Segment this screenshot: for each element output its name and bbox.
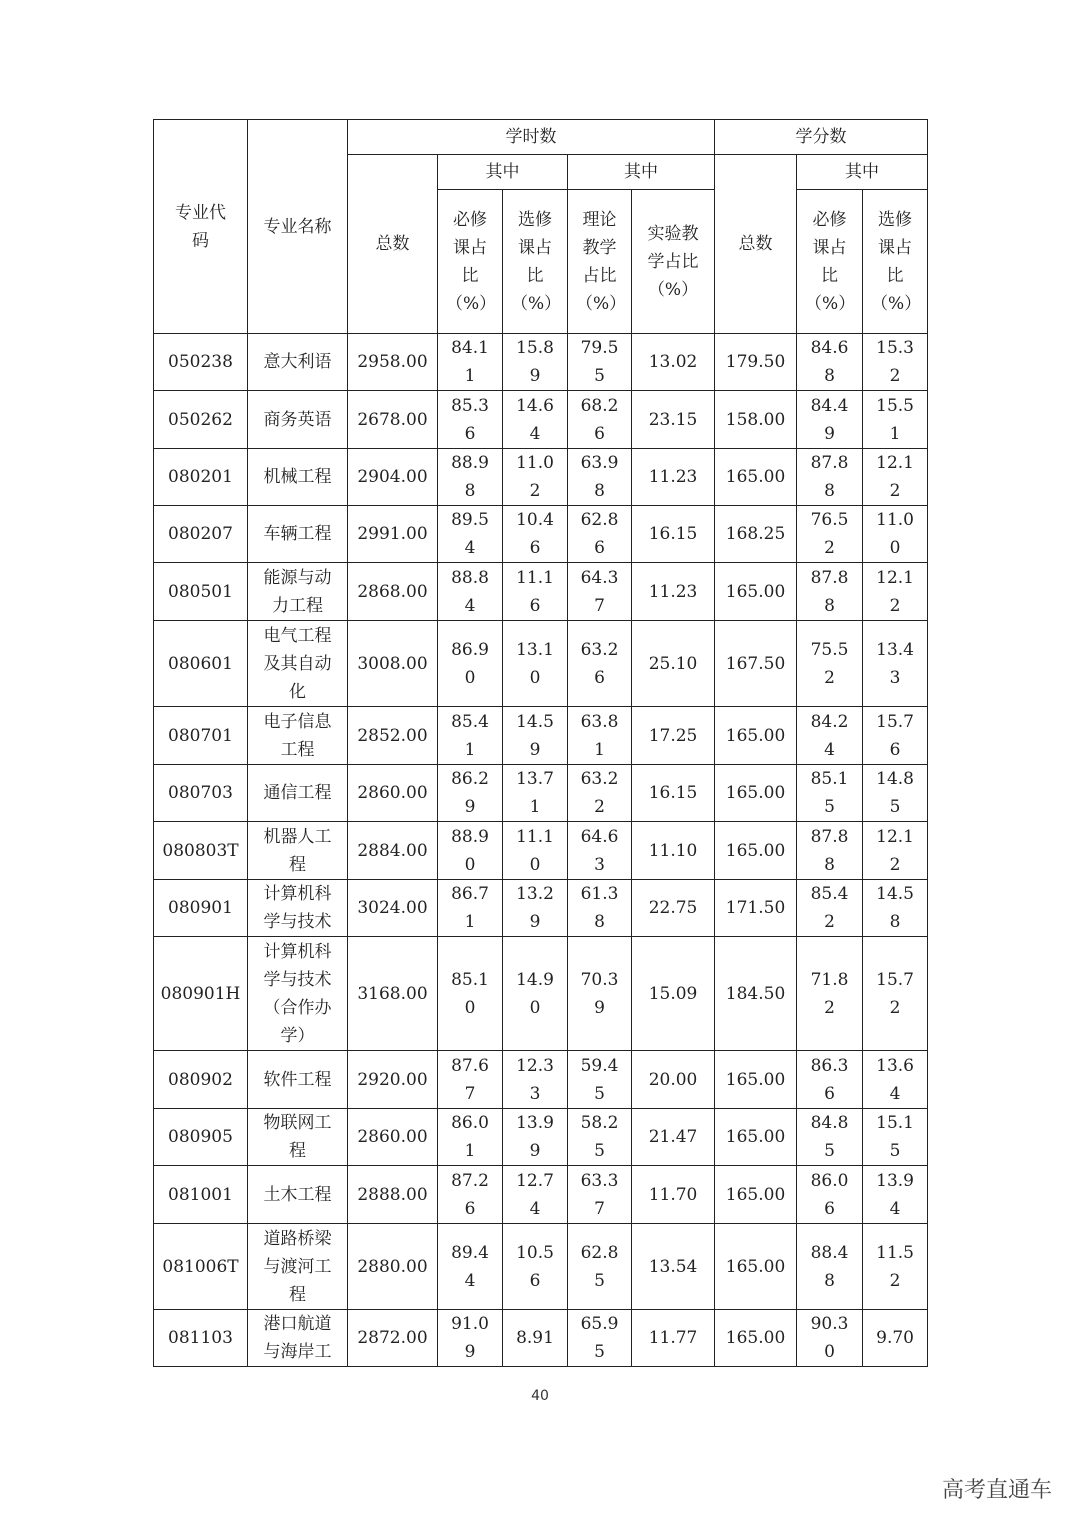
cell-name: 车辆工程 <box>248 506 348 563</box>
cell-name: 机器人工程 <box>248 822 348 880</box>
cell-theory-pct: 61.38 <box>568 880 632 937</box>
cell-name: 物联网工程 <box>248 1109 348 1166</box>
cell-theory-pct: 79.55 <box>568 334 632 391</box>
cell-required-pct: 85.10 <box>438 937 503 1051</box>
cell-name: 港口航道与海岸工 <box>248 1310 348 1367</box>
cell-credits-required-pct: 88.48 <box>797 1224 863 1310</box>
table-row <box>154 621 928 707</box>
cell-credits-elective-pct: 12.12 <box>863 563 928 621</box>
cell-elective-pct: 10.56 <box>503 1224 568 1310</box>
cell-code: 080901H <box>154 937 248 1051</box>
cell-credits-total: 171.50 <box>715 880 797 937</box>
cell-credits-required-pct: 85.15 <box>797 765 863 822</box>
cell-code: 080901 <box>154 880 248 937</box>
cell-credits-total: 165.00 <box>715 1166 797 1224</box>
cell-hours-total: 2880.00 <box>348 1224 438 1310</box>
cell-code: 050238 <box>154 334 248 391</box>
cell-credits-total: 165.00 <box>715 563 797 621</box>
cell-lab-pct: 23.15 <box>632 391 715 449</box>
cell-credits-total: 165.00 <box>715 822 797 880</box>
cell-theory-pct: 64.63 <box>568 822 632 880</box>
cell-hours-total: 3008.00 <box>348 621 438 707</box>
cell-hours-total: 2884.00 <box>348 822 438 880</box>
cell-theory-pct: 68.26 <box>568 391 632 449</box>
cell-name: 能源与动力工程 <box>248 563 348 621</box>
cell-hours-total: 2872.00 <box>348 1310 438 1367</box>
watermark: 高考直通车 <box>941 1478 1052 1503</box>
cell-lab-pct: 11.70 <box>632 1166 715 1224</box>
cell-credits-required-pct: 85.42 <box>797 880 863 937</box>
table-row <box>154 334 928 391</box>
cell-elective-pct: 15.89 <box>503 334 568 391</box>
cell-required-pct: 87.67 <box>438 1051 503 1109</box>
cell-hours-total: 2958.00 <box>348 334 438 391</box>
cell-credits-elective-pct: 14.58 <box>863 880 928 937</box>
cell-required-pct: 89.44 <box>438 1224 503 1310</box>
cell-hours-total: 2860.00 <box>348 765 438 822</box>
table-body <box>154 334 928 1367</box>
cell-hours-total: 3168.00 <box>348 937 438 1051</box>
cell-credits-total: 165.00 <box>715 765 797 822</box>
cell-name: 电子信息工程 <box>248 707 348 765</box>
cell-theory-pct: 63.37 <box>568 1166 632 1224</box>
cell-name: 软件工程 <box>248 1051 348 1109</box>
cell-credits-required-pct: 84.24 <box>797 707 863 765</box>
header-hours-group: 学时数 <box>348 120 715 155</box>
table-row <box>154 937 928 1051</box>
cell-elective-pct: 11.02 <box>503 449 568 506</box>
cell-lab-pct: 21.47 <box>632 1109 715 1166</box>
cell-credits-required-pct: 87.88 <box>797 822 863 880</box>
cell-code: 081001 <box>154 1166 248 1224</box>
cell-lab-pct: 22.75 <box>632 880 715 937</box>
cell-credits-required-pct: 71.82 <box>797 937 863 1051</box>
cell-theory-pct: 63.81 <box>568 707 632 765</box>
cell-credits-elective-pct: 15.15 <box>863 1109 928 1166</box>
table-row <box>154 506 928 563</box>
table-row <box>154 822 928 880</box>
cell-hours-total: 2852.00 <box>348 707 438 765</box>
cell-credits-total: 165.00 <box>715 1224 797 1310</box>
cell-credits-required-pct: 75.52 <box>797 621 863 707</box>
cell-hours-total: 2904.00 <box>348 449 438 506</box>
cell-credits-total: 184.50 <box>715 937 797 1051</box>
cell-credits-total: 165.00 <box>715 707 797 765</box>
header-credits-group: 学分数 <box>715 120 928 155</box>
cell-required-pct: 88.98 <box>438 449 503 506</box>
cell-required-pct: 86.90 <box>438 621 503 707</box>
cell-credits-elective-pct: 9.70 <box>863 1310 928 1367</box>
cell-credits-total: 179.50 <box>715 334 797 391</box>
cell-code: 080207 <box>154 506 248 563</box>
cell-elective-pct: 13.71 <box>503 765 568 822</box>
cell-elective-pct: 13.29 <box>503 880 568 937</box>
cell-theory-pct: 64.37 <box>568 563 632 621</box>
cell-required-pct: 85.36 <box>438 391 503 449</box>
cell-required-pct: 87.26 <box>438 1166 503 1224</box>
cell-lab-pct: 13.54 <box>632 1224 715 1310</box>
cell-theory-pct: 58.25 <box>568 1109 632 1166</box>
cell-name: 商务英语 <box>248 391 348 449</box>
cell-credits-elective-pct: 12.12 <box>863 449 928 506</box>
table-row <box>154 880 928 937</box>
cell-credits-required-pct: 86.36 <box>797 1051 863 1109</box>
cell-lab-pct: 11.23 <box>632 449 715 506</box>
cell-credits-total: 165.00 <box>715 1310 797 1367</box>
table-row <box>154 563 928 621</box>
cell-credits-elective-pct: 15.72 <box>863 937 928 1051</box>
cell-elective-pct: 14.59 <box>503 707 568 765</box>
cell-required-pct: 86.01 <box>438 1109 503 1166</box>
table-row <box>154 391 928 449</box>
cell-required-pct: 88.84 <box>438 563 503 621</box>
cell-code: 081006T <box>154 1224 248 1310</box>
cell-credits-required-pct: 87.88 <box>797 449 863 506</box>
cell-name: 计算机科学与技术 <box>248 880 348 937</box>
cell-name: 通信工程 <box>248 765 348 822</box>
header-lab: 实验教学占比（%） <box>632 190 715 334</box>
table-row <box>154 1109 928 1166</box>
cell-hours-total: 3024.00 <box>348 880 438 937</box>
cell-theory-pct: 63.98 <box>568 449 632 506</box>
cell-credits-total: 165.00 <box>715 1051 797 1109</box>
header-credits-required: 必修课占比（%） <box>797 190 863 334</box>
header-elective: 选修课占比（%） <box>503 190 568 334</box>
cell-hours-total: 2991.00 <box>348 506 438 563</box>
cell-elective-pct: 11.16 <box>503 563 568 621</box>
cell-credits-elective-pct: 13.43 <box>863 621 928 707</box>
cell-credits-required-pct: 84.68 <box>797 334 863 391</box>
cell-elective-pct: 11.10 <box>503 822 568 880</box>
cell-hours-total: 2678.00 <box>348 391 438 449</box>
cell-credits-elective-pct: 12.12 <box>863 822 928 880</box>
cell-credits-elective-pct: 15.51 <box>863 391 928 449</box>
cell-elective-pct: 14.64 <box>503 391 568 449</box>
cell-lab-pct: 16.15 <box>632 506 715 563</box>
header-hours-of-which-2: 其中 <box>568 155 715 190</box>
cell-credits-required-pct: 87.88 <box>797 563 863 621</box>
cell-code: 080803T <box>154 822 248 880</box>
cell-theory-pct: 65.95 <box>568 1310 632 1367</box>
cell-credits-elective-pct: 14.85 <box>863 765 928 822</box>
cell-code: 080601 <box>154 621 248 707</box>
cell-hours-total: 2888.00 <box>348 1166 438 1224</box>
cell-required-pct: 86.29 <box>438 765 503 822</box>
table-row <box>154 1166 928 1224</box>
cell-credits-elective-pct: 11.52 <box>863 1224 928 1310</box>
cell-credits-required-pct: 76.52 <box>797 506 863 563</box>
cell-credits-required-pct: 84.49 <box>797 391 863 449</box>
cell-theory-pct: 63.26 <box>568 621 632 707</box>
cell-credits-total: 165.00 <box>715 449 797 506</box>
cell-credits-total: 168.25 <box>715 506 797 563</box>
cell-code: 080201 <box>154 449 248 506</box>
cell-lab-pct: 11.23 <box>632 563 715 621</box>
cell-credits-total: 165.00 <box>715 1109 797 1166</box>
cell-name: 机械工程 <box>248 449 348 506</box>
cell-credits-elective-pct: 13.64 <box>863 1051 928 1109</box>
cell-credits-elective-pct: 15.76 <box>863 707 928 765</box>
cell-code: 050262 <box>154 391 248 449</box>
header-hours-total: 总数 <box>348 155 438 334</box>
cell-name: 计算机科学与技术（合作办学） <box>248 937 348 1051</box>
cell-credits-total: 167.50 <box>715 621 797 707</box>
table-row <box>154 1310 928 1367</box>
cell-lab-pct: 25.10 <box>632 621 715 707</box>
table-row <box>154 707 928 765</box>
cell-elective-pct: 12.74 <box>503 1166 568 1224</box>
cell-theory-pct: 70.39 <box>568 937 632 1051</box>
cell-theory-pct: 59.45 <box>568 1051 632 1109</box>
cell-credits-elective-pct: 11.00 <box>863 506 928 563</box>
cell-credits-required-pct: 90.30 <box>797 1310 863 1367</box>
cell-lab-pct: 16.15 <box>632 765 715 822</box>
cell-hours-total: 2868.00 <box>348 563 438 621</box>
cell-code: 080501 <box>154 563 248 621</box>
cell-theory-pct: 62.85 <box>568 1224 632 1310</box>
cell-code: 081103 <box>154 1310 248 1367</box>
header-name: 专业名称 <box>248 120 348 334</box>
cell-code: 080701 <box>154 707 248 765</box>
cell-code: 080703 <box>154 765 248 822</box>
cell-required-pct: 85.41 <box>438 707 503 765</box>
cell-hours-total: 2920.00 <box>348 1051 438 1109</box>
cell-credits-elective-pct: 15.32 <box>863 334 928 391</box>
table-row <box>154 449 928 506</box>
cell-name: 意大利语 <box>248 334 348 391</box>
header-code: 专业代码 <box>154 120 248 334</box>
cell-credits-elective-pct: 13.94 <box>863 1166 928 1224</box>
cell-credits-total: 158.00 <box>715 391 797 449</box>
cell-theory-pct: 63.22 <box>568 765 632 822</box>
cell-theory-pct: 62.86 <box>568 506 632 563</box>
cell-elective-pct: 13.10 <box>503 621 568 707</box>
cell-hours-total: 2860.00 <box>348 1109 438 1166</box>
cell-lab-pct: 11.77 <box>632 1310 715 1367</box>
page-number: 40 <box>531 1388 549 1404</box>
cell-lab-pct: 13.02 <box>632 334 715 391</box>
table-row <box>154 1051 928 1109</box>
cell-name: 土木工程 <box>248 1166 348 1224</box>
header-theory: 理论教学占比（%） <box>568 190 632 334</box>
header-credits-of-which: 其中 <box>797 155 928 190</box>
cell-code: 080905 <box>154 1109 248 1166</box>
cell-lab-pct: 20.00 <box>632 1051 715 1109</box>
header-hours-of-which-1: 其中 <box>438 155 568 190</box>
cell-lab-pct: 11.10 <box>632 822 715 880</box>
table-row <box>154 1224 928 1310</box>
cell-elective-pct: 10.46 <box>503 506 568 563</box>
header-credits-total: 总数 <box>715 155 797 334</box>
cell-elective-pct: 14.90 <box>503 937 568 1051</box>
header-required: 必修课占比（%） <box>438 190 503 334</box>
cell-required-pct: 91.09 <box>438 1310 503 1367</box>
header-credits-elective: 选修课占比（%） <box>863 190 928 334</box>
cell-credits-required-pct: 86.06 <box>797 1166 863 1224</box>
cell-required-pct: 84.11 <box>438 334 503 391</box>
cell-code: 080902 <box>154 1051 248 1109</box>
cell-elective-pct: 12.33 <box>503 1051 568 1109</box>
cell-required-pct: 89.54 <box>438 506 503 563</box>
table-row <box>154 765 928 822</box>
cell-credits-required-pct: 84.85 <box>797 1109 863 1166</box>
curriculum-table <box>153 119 928 1367</box>
cell-elective-pct: 8.91 <box>503 1310 568 1367</box>
cell-lab-pct: 15.09 <box>632 937 715 1051</box>
cell-required-pct: 88.90 <box>438 822 503 880</box>
cell-name: 电气工程及其自动化 <box>248 621 348 707</box>
cell-required-pct: 86.71 <box>438 880 503 937</box>
cell-elective-pct: 13.99 <box>503 1109 568 1166</box>
cell-name: 道路桥梁与渡河工程 <box>248 1224 348 1310</box>
cell-lab-pct: 17.25 <box>632 707 715 765</box>
